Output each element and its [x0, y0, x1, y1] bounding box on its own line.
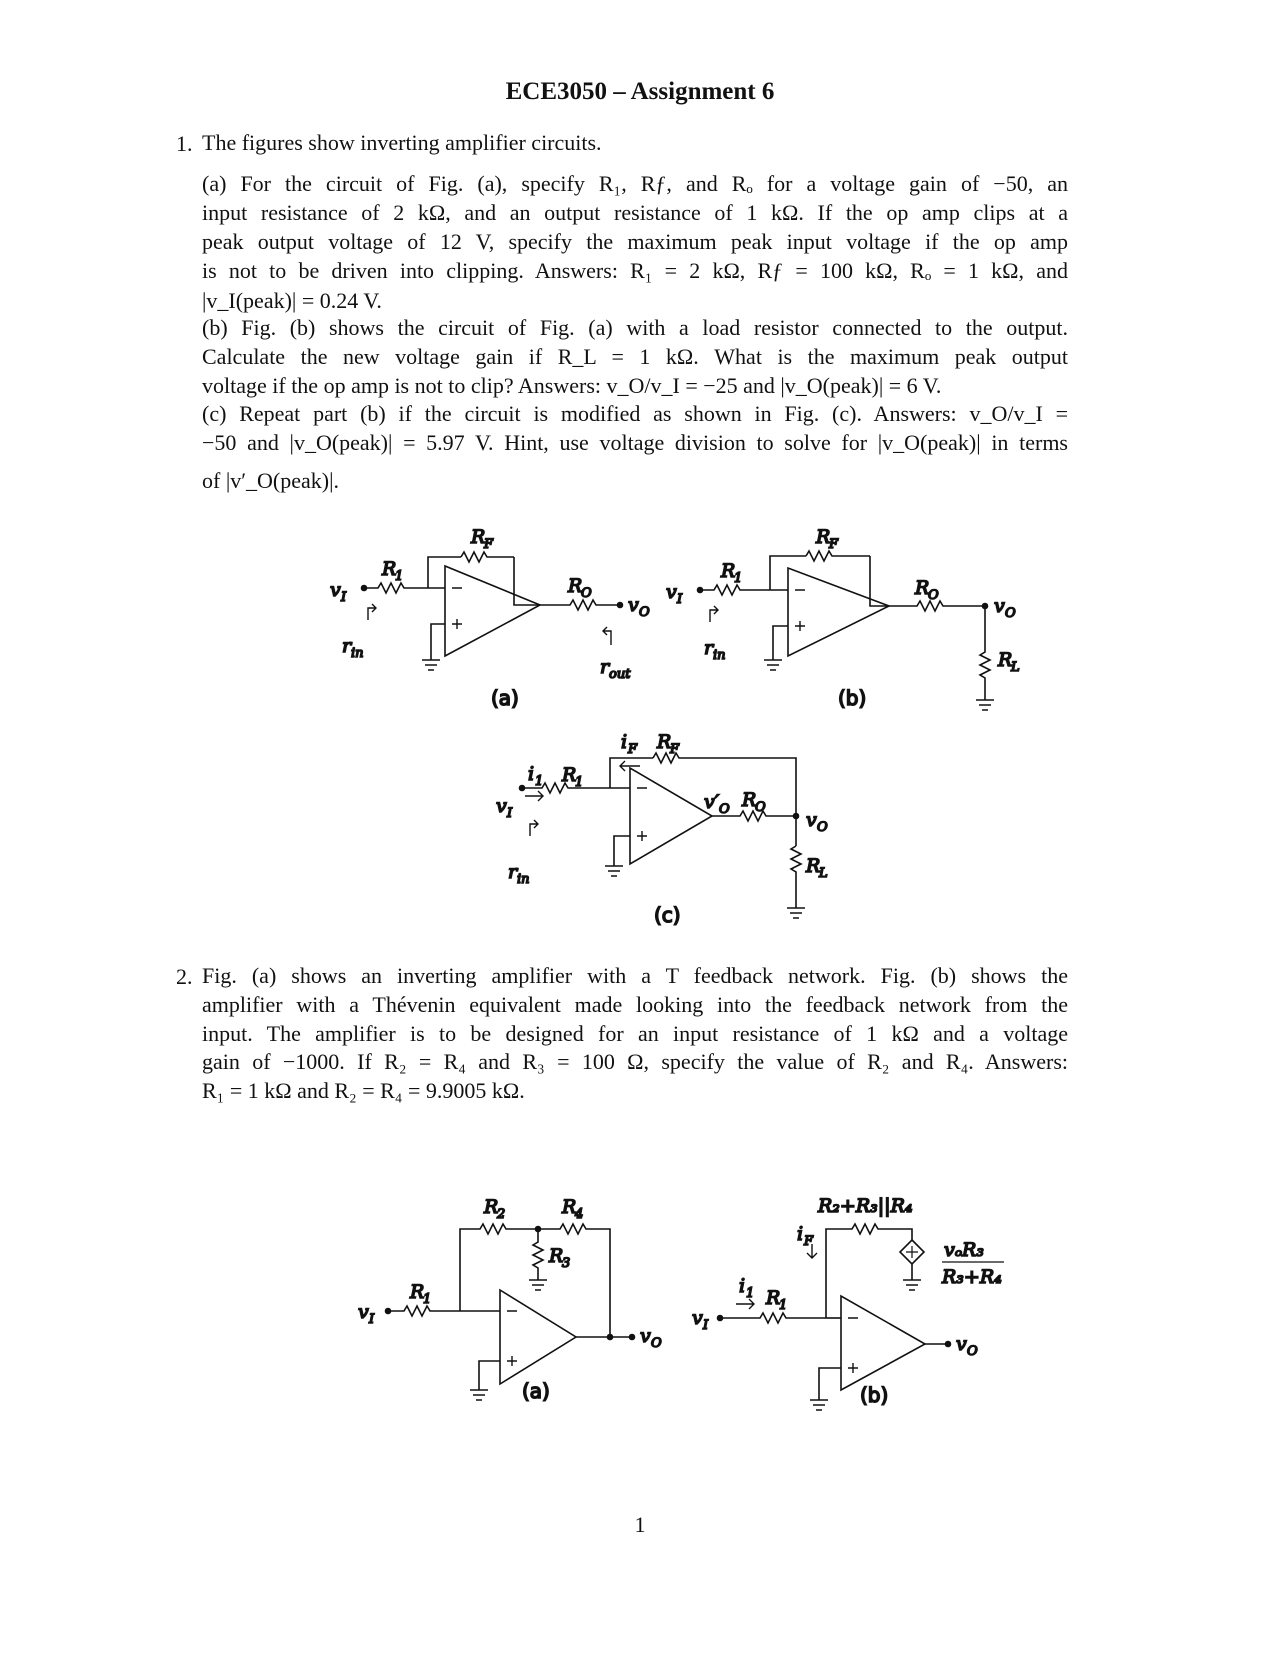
resistor-ro [540, 600, 620, 610]
output-terminal-dot [618, 603, 623, 608]
label-rl: R [998, 649, 1013, 671]
label-vi-sub: I [369, 1312, 375, 1327]
p1-line: (c) Repeat part (b) if the circuit is modified as shown in Fig. (c). Answers: v_O/v_I = [202, 401, 1068, 426]
page-number: 1 [634, 1512, 646, 1537]
problem-2-number: 2. [176, 964, 193, 989]
label-vo-prime-sub: O [719, 802, 730, 817]
p2-line: input. The amplifier is to be designed for an input resistance of 1 kΩ and a voltage [202, 1021, 1068, 1046]
opamp-triangle [500, 1290, 576, 1384]
i1-arrow [525, 791, 543, 801]
label-rin-sub: in [517, 872, 530, 887]
label-if: i [621, 731, 628, 753]
label-rf: R [471, 526, 486, 548]
label-vi: v [496, 795, 507, 817]
p1-line: peak output voltage of 12 V, specify the maximum peak input voltage if the op amp [202, 229, 1068, 254]
caption-2b: (b) [860, 1383, 889, 1407]
label-vi-sub: I [703, 1318, 709, 1333]
label-ro-sub: O [928, 588, 939, 603]
opamp-triangle [445, 566, 540, 656]
p1-line: is not to be driven into clipping. Answers: R₁ = 2 kΩ, Rƒ = 100 kΩ, Rₒ = 1 kΩ, and [202, 258, 1068, 283]
label-vo-sub: O [1005, 606, 1016, 621]
label-rl: R [806, 855, 821, 877]
label-vo-sub: O [817, 820, 828, 835]
caption-1c: (c) [654, 903, 681, 927]
label-rin: r [704, 637, 714, 659]
label-ro-sub: O [581, 586, 592, 601]
label-r1-sub: 1 [779, 1298, 788, 1313]
resistor-r2 [460, 1224, 538, 1311]
rin-arrow [530, 820, 538, 836]
label-rf-sub: F [670, 742, 680, 757]
label-i1-sub: 1 [746, 1286, 755, 1301]
label-r1: R [721, 560, 736, 582]
p2-line: amplifier with a Thévenin equivalent made looking into the feedback network from the [202, 992, 1068, 1017]
label-rf: R [657, 731, 672, 753]
label-vi: v [330, 579, 341, 601]
feedback-wire-out [514, 557, 540, 605]
p1-line: −50 and |v_O(peak)| = 5.97 V. Hint, use voltage division to solve for |v_O(peak)| in terms [202, 430, 1068, 455]
resistor-r3 [529, 1229, 547, 1290]
feedback-wire-out [870, 556, 889, 606]
opamp-triangle [788, 568, 889, 656]
label-vo-sub: O [651, 1336, 662, 1351]
opamp-signs [452, 588, 462, 629]
problem-1-intro: The figures show inverting amplifier circuits. [202, 130, 602, 155]
label-rin: r [508, 861, 518, 883]
label-r1-sub: 1 [423, 1292, 432, 1307]
feedback-wire [610, 758, 653, 788]
label-vo-prime: v′ [704, 791, 720, 813]
label-r1: R [766, 1287, 781, 1309]
ground-symbol [605, 836, 630, 876]
label-rf-sub: F [484, 537, 494, 552]
ground-symbol [764, 626, 788, 670]
p1-line: input resistance of 2 kΩ, and an output resistance of 1 kΩ. If the op amp clips at a [202, 200, 1068, 225]
label-vi-sub: I [341, 590, 347, 605]
label-vi-sub: I [677, 592, 683, 607]
label-rf: R [816, 526, 831, 548]
label-vo-sub: O [967, 1344, 978, 1359]
resistor-rf [653, 753, 796, 846]
ground-symbol [810, 1368, 841, 1410]
label-ro: R [742, 789, 757, 811]
ground-symbol [470, 1361, 500, 1400]
resistor-r1 [720, 1313, 826, 1323]
p1-line: |v_I(peak)| = 0.24 V. [202, 288, 382, 313]
label-r4: R [562, 1196, 577, 1218]
p1-line: (b) Fig. (b) shows the circuit of Fig. (a) with a load resistor connected to the output. [202, 315, 1068, 340]
label-if-sub: F [804, 1234, 814, 1249]
label-if-sub: F [628, 742, 638, 757]
label-r1: R [410, 1281, 425, 1303]
rin-arrow [368, 604, 376, 620]
label-rl-sub: L [819, 866, 828, 881]
resistor-rf [806, 551, 870, 561]
rout-arrow [603, 627, 611, 645]
resistor-rl [976, 606, 994, 710]
label-vi: v [692, 1307, 703, 1329]
p1-line: Calculate the new voltage gain if R_L = 1 kΩ. What is the maximum peak output [202, 344, 1068, 369]
resistor-r1 [388, 1306, 460, 1316]
label-r2: R [484, 1196, 499, 1218]
opamp-triangle [841, 1296, 925, 1390]
p2-line: R₁ = 1 kΩ and R₂ = R₄ = 9.9005 kΩ. [202, 1078, 525, 1103]
label-r3-sub: 3 [562, 1256, 571, 1271]
label-r1-sub: 1 [395, 569, 404, 584]
figure-2a [386, 1224, 635, 1400]
label-r3: R [549, 1245, 564, 1267]
label-source-denominator: R₃+R₄ [942, 1266, 1002, 1288]
label-rout: r [600, 656, 610, 678]
p1-line: voltage if the op amp is not to clip? Answers: v_O/v_I = −25 and |v_O(peak)| = 6 V. [202, 373, 942, 398]
label-vi-sub: I [507, 806, 513, 821]
label-r1: R [382, 558, 397, 580]
ground-symbol [903, 1264, 921, 1290]
label-if: i [797, 1223, 804, 1245]
rin-arrow [710, 606, 718, 622]
p2-line: Fig. (a) shows an inverting amplifier with a T feedback network. Fig. (b) shows the [202, 963, 1068, 988]
label-rin: r [342, 635, 352, 657]
label-r1-sub: 1 [734, 571, 743, 586]
label-ro: R [568, 575, 583, 597]
p2-line: gain of −1000. If R₂ = R₄ and R₃ = 100 Ω, specify the value of R₂ and R₄. Answers: [202, 1049, 1068, 1074]
label-r4-sub: 4 [575, 1207, 584, 1222]
opamp-triangle [630, 768, 712, 864]
p1-line: (a) For the circuit of Fig. (a), specify R₁, Rƒ, and Rₒ for a voltage gain of −50, an [202, 171, 1068, 196]
caption-1b: (b) [838, 686, 867, 710]
ground-symbol [422, 624, 445, 670]
label-i1: i [528, 763, 535, 785]
page-title: ECE3050 – Assignment 6 [505, 78, 775, 105]
label-vo: v [806, 809, 817, 831]
label-rf-sub: F [829, 537, 839, 552]
label-rin-sub: in [713, 648, 726, 663]
label-vo: v [956, 1333, 967, 1355]
caption-2a: (a) [522, 1379, 550, 1403]
label-vi: v [666, 581, 677, 603]
label-vo-sub: O [639, 605, 650, 620]
label-ro-sub: O [755, 800, 766, 815]
label-source-numerator: vₒR₃ [944, 1239, 984, 1261]
problem-1-number: 1. [176, 131, 193, 156]
label-rl-sub: L [1011, 660, 1020, 675]
label-ro: R [915, 577, 930, 599]
caption-1a: (a) [491, 686, 519, 710]
label-r2-sub: 2 [497, 1207, 506, 1222]
p1-line: of |v′_O(peak)|. [202, 468, 340, 493]
label-r1: R [562, 764, 577, 786]
resistor-r1 [700, 585, 770, 595]
label-thevenin-resistance: R₂+R₃||R₄ [818, 1195, 913, 1217]
label-r1-sub: 1 [575, 775, 584, 790]
label-rout-sub: out [609, 667, 631, 682]
resistor-thevenin [826, 1224, 912, 1318]
label-i1: i [739, 1275, 746, 1297]
resistor-rf [461, 552, 514, 562]
resistor-rl [787, 846, 805, 918]
label-vi: v [358, 1301, 369, 1323]
label-i1-sub: 1 [535, 774, 544, 789]
label-vo: v [628, 594, 639, 616]
label-vo: v [994, 595, 1005, 617]
resistor-r1 [364, 583, 428, 593]
label-rin-sub: in [351, 646, 364, 661]
label-vo: v [640, 1325, 651, 1347]
